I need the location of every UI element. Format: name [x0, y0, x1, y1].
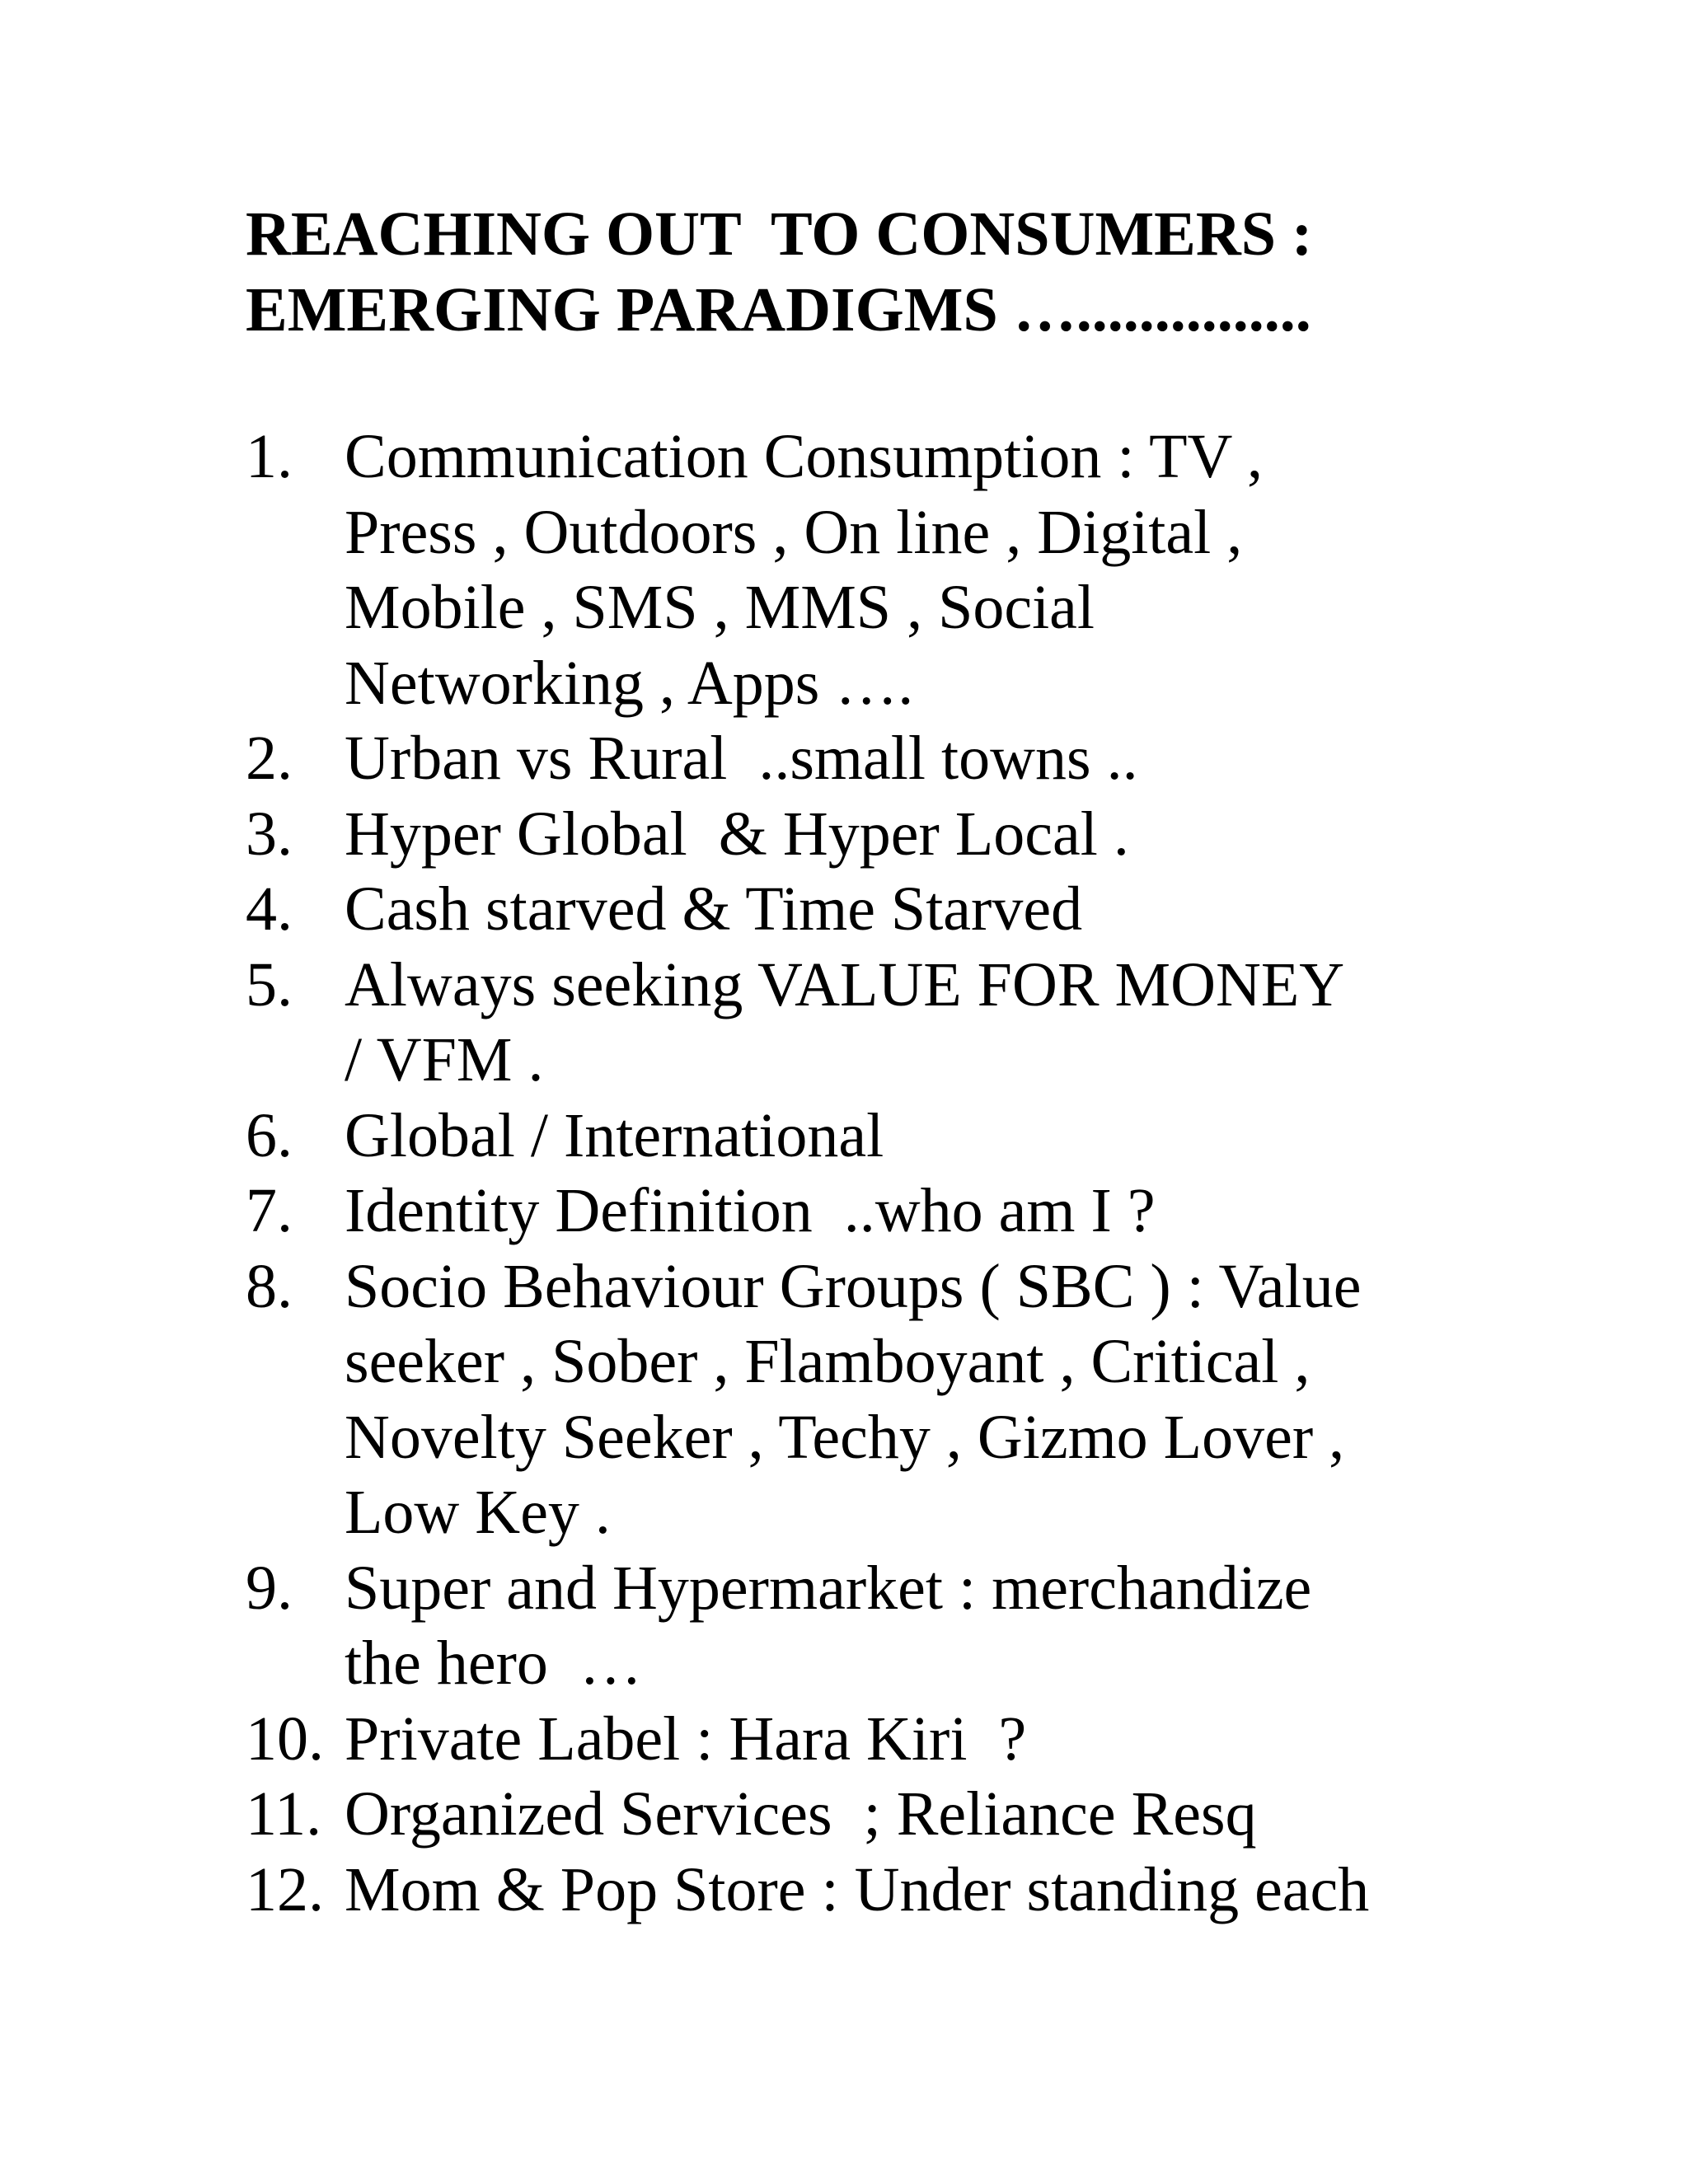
- list-item-9: [246, 1551, 1482, 1702]
- item-number: 1.: [246, 422, 293, 491]
- item-text: [345, 948, 1482, 1099]
- item-number: 12.: [246, 1854, 324, 1924]
- item-line: Identity Definition ..who am I ?: [345, 1176, 1156, 1245]
- item-line: Super and Hypermarket : merchandize: [345, 1553, 1312, 1623]
- item-line: Novelty Seeker , Techy , Gizmo Lover ,: [345, 1402, 1345, 1472]
- item-line: Always seeking VALUE FOR MONEY: [345, 949, 1345, 1019]
- item-line: seeker , Sober , Flamboyant , Critical ,: [345, 1327, 1311, 1396]
- list-item-11: [246, 1777, 1482, 1853]
- item-number: 2.: [246, 724, 293, 793]
- item-line: Communication Consumption : TV ,: [345, 422, 1264, 491]
- item-text: [345, 797, 1482, 873]
- item-text: [345, 1174, 1482, 1249]
- list-item-1: [246, 419, 1482, 721]
- list-item-2: [246, 721, 1482, 797]
- title-line-2: EMERGING PARADIGMS …...............: [246, 275, 1311, 344]
- item-number: 8.: [246, 1251, 293, 1321]
- item-text: [345, 1777, 1482, 1853]
- item-line: / VFM .: [345, 1025, 544, 1094]
- item-line: Mom & Pop Store : Under standing each: [345, 1854, 1370, 1924]
- item-line: Organized Services ; Reliance Resq: [345, 1779, 1257, 1849]
- item-text: [345, 872, 1482, 948]
- list-item-3: [246, 797, 1482, 873]
- item-line: Global / International: [345, 1100, 884, 1170]
- item-line: Socio Behaviour Groups ( SBC ) : Value: [345, 1251, 1362, 1321]
- item-text: [345, 1099, 1482, 1174]
- list-item-6: [246, 1099, 1482, 1174]
- item-text: [345, 1853, 1482, 1929]
- item-line: Mobile , SMS , MMS , Social: [345, 573, 1095, 642]
- list-item-5: [246, 948, 1482, 1099]
- list-item-8: [246, 1249, 1482, 1551]
- page-title: [246, 196, 1531, 348]
- item-line: Low Key .: [345, 1478, 611, 1547]
- item-line: Press , Outdoors , On line , Digital ,: [345, 497, 1243, 567]
- item-text: [345, 1551, 1482, 1702]
- item-number: 6.: [246, 1100, 293, 1170]
- title-line-1: REACHING OUT TO CONSUMERS :: [246, 199, 1313, 269]
- item-line: Hyper Global & Hyper Local .: [345, 799, 1129, 869]
- item-number: 5.: [246, 949, 293, 1019]
- item-number: 4.: [246, 874, 293, 944]
- list-item-4: [246, 872, 1482, 948]
- item-text: [345, 1702, 1482, 1778]
- item-line: Private Label : Hara Kiri ?: [345, 1704, 1027, 1774]
- item-number: 11.: [246, 1779, 322, 1849]
- item-number: 7.: [246, 1176, 293, 1245]
- numbered-list: [246, 419, 1482, 1928]
- item-text: [345, 419, 1482, 721]
- list-item-7: [246, 1174, 1482, 1249]
- item-line: Networking , Apps ….: [345, 648, 914, 718]
- item-number: 9.: [246, 1553, 293, 1623]
- item-line: Cash starved & Time Starved: [345, 874, 1083, 944]
- item-number: 3.: [246, 799, 293, 869]
- item-line: Urban vs Rural ..small towns ..: [345, 724, 1138, 793]
- list-item-12: [246, 1853, 1482, 1929]
- item-number: 10.: [246, 1704, 324, 1774]
- item-text: [345, 1249, 1482, 1551]
- item-text: [345, 721, 1482, 797]
- item-line: the hero …: [345, 1629, 642, 1698]
- list-item-10: [246, 1702, 1482, 1778]
